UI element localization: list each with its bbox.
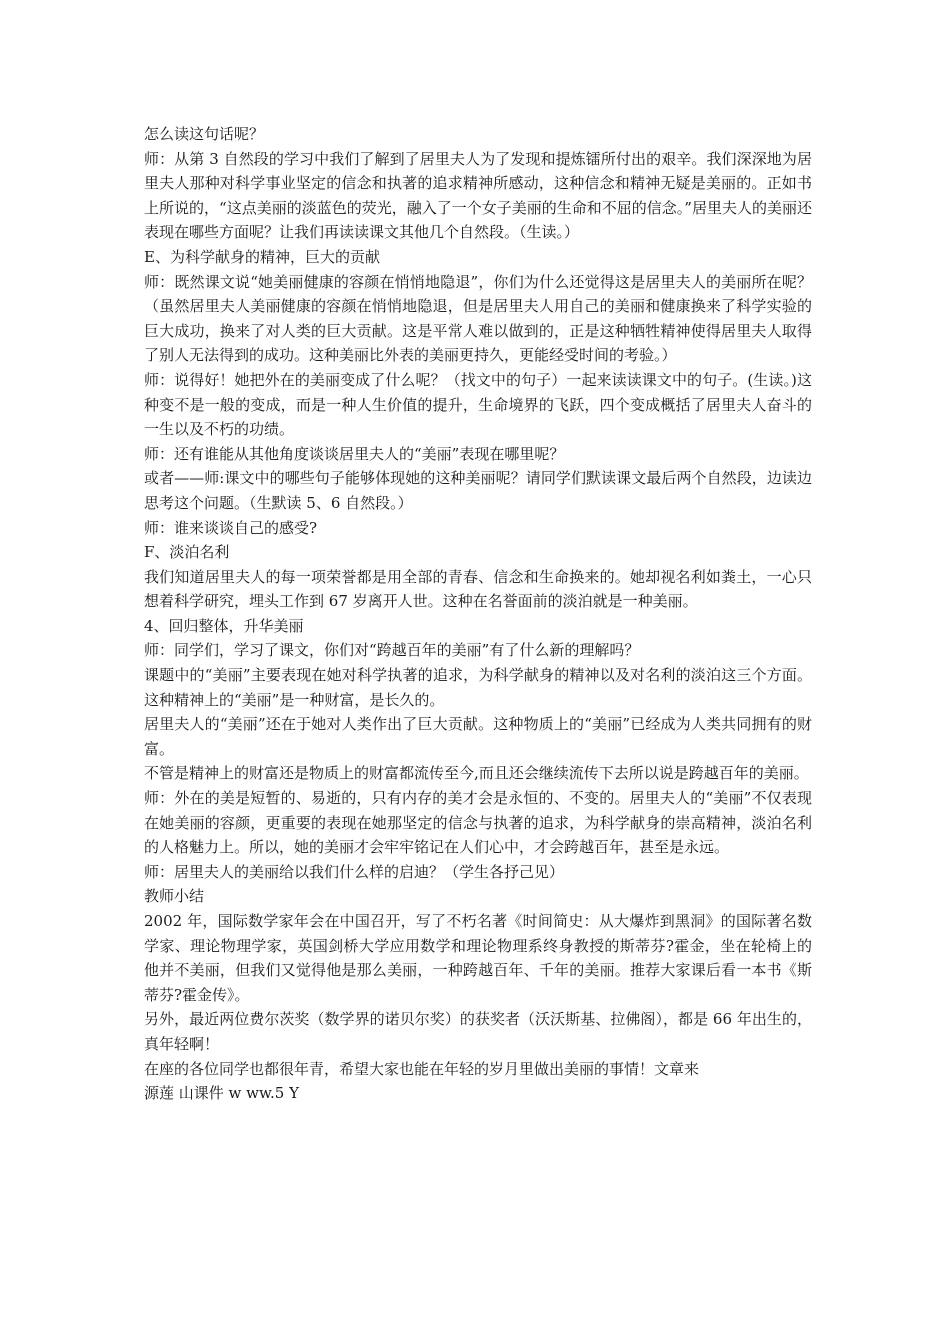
paragraph-how-to-read: 怎么读这句话呢？ bbox=[144, 125, 265, 143]
paragraph-teacher-health: 师：既然课文说“她美丽健康的容颜在悄悄地隐退”，你们为什么还觉得这是居里夫人的美丽所在呢？（虽然居里夫人美丽健康的容颜在悄悄地隐退，但是居里夫人用自己的美丽和健康换来了科学实验的巨大成功，换来了对人类的巨大贡献。这是平常人难以做到的，正是这种牺牲精神使得居里夫人取得了别人无法得到的成功。这种美丽比外表的美丽更持久，更能经受时间的考验。） bbox=[144, 272, 812, 365]
paragraph-source-watermark: 源莲 山课件 w ww.5 Y bbox=[144, 1084, 300, 1103]
paragraph-hawking: 2002 年，国际数学家年会在中国召开，写了不朽名著《时间简史：从大爆炸到黑洞》的国际著名数学家、理论物理学家，英国剑桥大学应用数学和理论物理系终身教授的斯蒂芬?霍金，坐在轮椅上的他并不美丽，但我们又觉得他是那么美丽，一种跨越百年、千年的美丽。推荐大家课后看一本书《斯蒂芬?霍金传》。 bbox=[144, 912, 812, 1004]
paragraph-closing: 在座的各位同学也都很年青，希望大家也能在年轻的岁月里做出美丽的事情！文章来 bbox=[144, 1059, 700, 1078]
paragraph-contribution: 居里夫人的“美丽”还在于她对人类作出了巨大贡献。这种物质上的“美丽”已经成为人类共同拥有的财富。 bbox=[144, 715, 812, 758]
paragraph-teacher-other-angle: 师：还有谁能从其他角度谈谈居里夫人的“美丽”表现在哪里呢？ bbox=[144, 444, 565, 463]
paragraph-or-silent-read: 或者——师:课文中的哪些句子能够体现她的这种美丽呢？请同学们默读课文最后两个自然段，边读边思考这个问题。（生默读 5、6 自然段。） bbox=[144, 469, 812, 512]
section-heading-e: E、为科学献身的精神，巨大的贡献 bbox=[144, 247, 380, 266]
paragraph-teacher-inspiration: 师：居里夫人的美丽给以我们什么样的启迪？（学生各抒己见） bbox=[144, 862, 565, 881]
paragraph-teacher-hardship: 师：从第 3 自然段的学习中我们了解到了居里夫人为了发现和提炼镭所付出的艰辛。我们深深地为居里夫人那种对科学事业坚定的信念和执著的追求精神所感动，这种信念和精神无疑是美丽的。正如书上所说的，“这点美丽的淡蓝色的荧光，融入了一个女子美丽的生命和不屈的信念。”居里夫人的美丽还表现在哪些方面呢？让我们再读读课文其他几个自然段。（生读。） bbox=[144, 149, 812, 242]
paragraph-teacher-inner-beauty: 师：外在的美是短暂的、易逝的，只有内存的美才会是永恒的、不变的。居里夫人的“美丽”不仅表现在她美丽的容颜，更重要的表现在她那坚定的信念与执著的追求，为科学献身的崇高精神，淡泊名利的人格魅力上。所以，她的美丽才会牢牢铭记在人们心中，才会跨越百年，甚至是永远。 bbox=[144, 789, 812, 857]
paragraph-title-meaning: 课题中的“美丽”主要表现在她对科学执著的追求，为科学献身的精神以及对名利的淡泊这三个方面。这种精神上的“美丽”是一种财富，是长久的。 bbox=[144, 666, 812, 709]
paragraph-fields-medal: 另外，最近两位费尔茨奖（数学界的诺贝尔奖）的获奖者（沃沃斯基、拉佛阁），都是 66 年出生的，真年轻啊！ bbox=[144, 1010, 812, 1053]
paragraph-wealth: 不管是精神上的财富还是物质上的财富都流传至今,而且还会继续流传下去所以说是跨越百年的美丽。 bbox=[144, 764, 809, 783]
section-heading-f: F、淡泊名利 bbox=[144, 543, 230, 562]
paragraph-teacher-feelings: 师：谁来谈谈自己的感受? bbox=[144, 518, 318, 537]
section-heading-4: 4、回归整体，升华美丽 bbox=[144, 616, 304, 635]
section-heading-summary: 教师小结 bbox=[144, 887, 205, 906]
paragraph-teacher-understanding: 师：同学们，学习了课文，你们对“跨越百年的美丽”有了什么新的理解吗？ bbox=[144, 641, 640, 660]
paragraph-teacher-good: 师：说得好！她把外在的美丽变成了什么呢？（找文中的句子）一起来读读课文中的句子。(生读。)这种变不是一般的变成，而是一种人生价值的提升，生命境界的飞跃，四个变成概括了居里夫人奋斗的一生以及不朽的功绩。 bbox=[144, 370, 812, 439]
document-body bbox=[144, 122, 812, 1106]
paragraph-honors: 我们知道居里夫人的每一项荣誉都是用全部的青春、信念和生命换来的。她却视名利如粪土，一心只想着科学研究，埋头工作到 67 岁离开人世。这种在名誉面前的淡泊就是一种美丽。 bbox=[144, 567, 812, 611]
